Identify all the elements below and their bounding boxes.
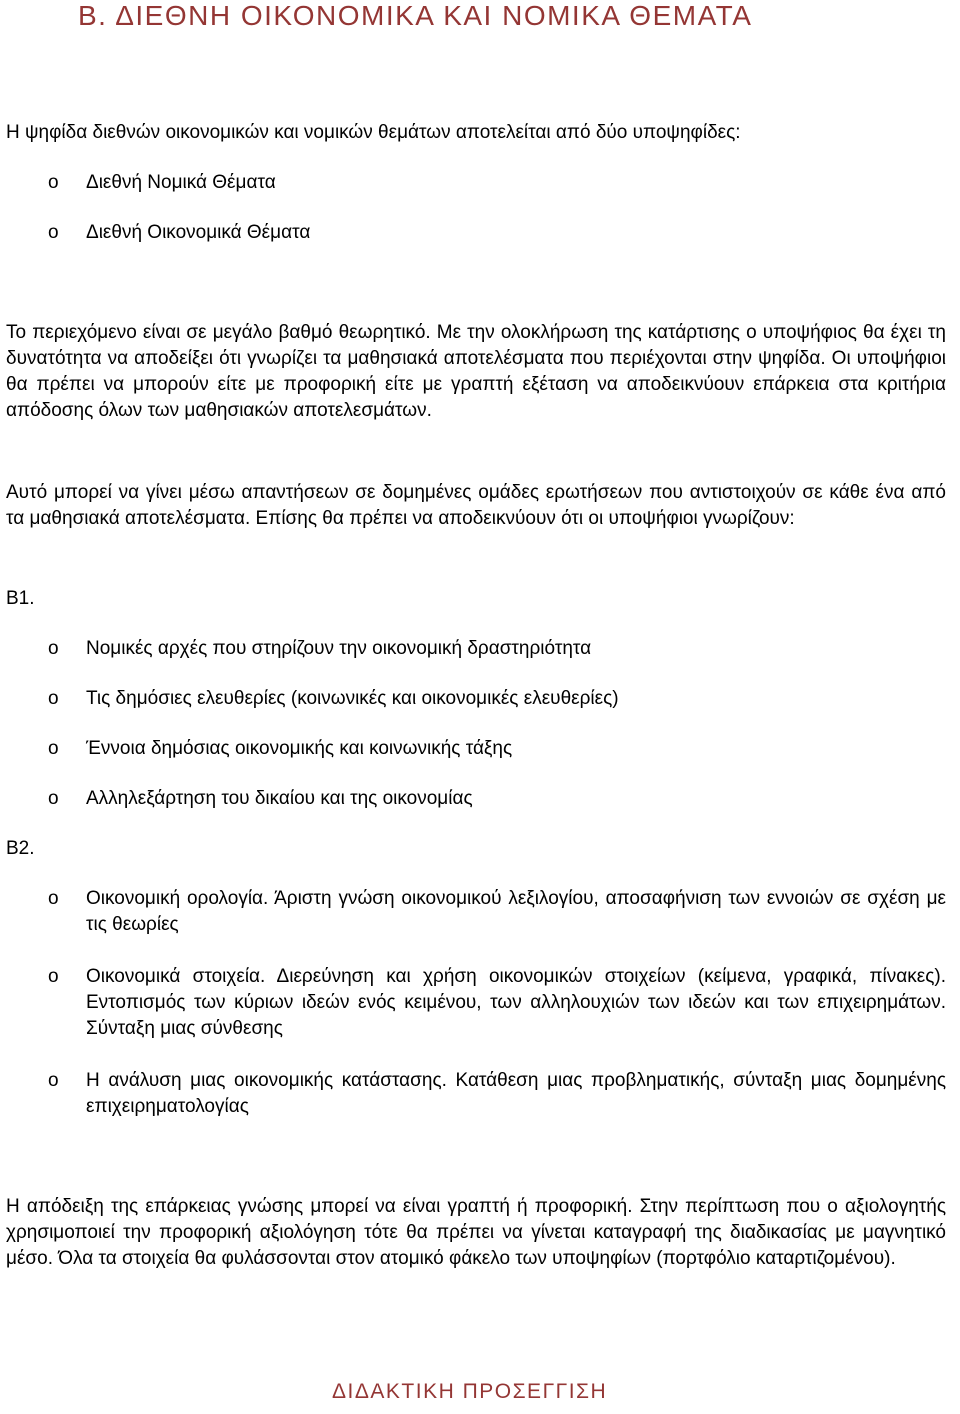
b1-label: Β1. — [6, 588, 35, 609]
b1-item: Αλληλεξάρτηση του δικαίου και της οικονομίας — [86, 788, 473, 809]
bullet-marker: o — [48, 966, 59, 987]
section-title: Β. ΔΙΕΘΝΗ ΟΙΚΟΝΟΜΙΚΑ ΚΑΙ ΝΟΜΙΚΑ ΘΕΜΑΤΑ — [78, 0, 753, 31]
bullet-marker: o — [48, 1070, 59, 1091]
sub-module-item: Διεθνή Οικονομικά Θέματα — [86, 222, 311, 243]
b2-item: Οικονομική ορολογία. Άριστη γνώση οικονομικού λεξιλογίου, αποσαφήνιση των εννοιών σε σχέση με τις θεωρίες — [86, 888, 946, 935]
b1-item: Νομικές αρχές που στηρίζουν την οικονομική δραστηριότητα — [86, 638, 592, 659]
b2-item: Η ανάλυση μιας οικονομικής κατάστασης. Κατάθεση μιας προβληματικής, σύνταξη μιας δομημένης επιχειρηματολογίας — [86, 1070, 946, 1117]
bullet-marker: o — [48, 638, 59, 659]
bullet-marker: o — [48, 222, 59, 243]
method-paragraph: Αυτό μπορεί να γίνει μέσω απαντήσεων σε δομημένες ομάδες ερωτήσεων που αντιστοιχούν σε κάθε ένα από τα μαθησιακά αποτελέσματα. Επίσης θα πρέπει να αποδεικνύουν ότι οι υποψήφιοι γνωρίζουν: — [6, 482, 946, 529]
bullet-marker: o — [48, 788, 59, 809]
bullet-marker: o — [48, 738, 59, 759]
intro-paragraph: Η ψηφίδα διεθνών οικονομικών και νομικών θεμάτων αποτελείται από δύο υποψηφίδες: — [6, 122, 741, 143]
b2-label: Β2. — [6, 838, 35, 859]
content-paragraph: Το περιεχόμενο είναι σε μεγάλο βαθμό θεωρητικό. Με την ολοκλήρωση της κατάρτισης ο υποψήφιος θα έχει τη δυνατότητα να αποδείξει ότι γνωρίζει τα μαθησιακά αποτελέσματα που περιέχονται στην ψηφίδα. Οι υποψήφιοι θα πρέπει να μπορούν είτε με προφορική είτε με γραπτή εξέταση να αποδεικνύουν επάρκεια στα κριτήρια απόδοσης όλων των μαθησιακών αποτελεσμάτων. — [6, 322, 946, 421]
bullet-marker: o — [48, 888, 59, 909]
bullet-marker: o — [48, 688, 59, 709]
sub-module-item: Διεθνή Νομικά Θέματα — [86, 172, 276, 193]
closing-paragraph: Η απόδειξη της επάρκειας γνώσης μπορεί να είναι γραπτή ή προφορική. Στην περίπτωση που ο αξιολογητής χρησιμοποιεί την προφορική αξιολόγηση τότε θα πρέπει να γίνεται καταγραφή της διαδικασίας με μαγνητικό μέσο. Όλα τα στοιχεία θα φυλάσσονται στον ατομικό φάκελο των υποψηφίων (πορτφόλιο καταρτιζομένου). — [6, 1196, 946, 1269]
footer-heading: ΔΙΔΑΚΤΙΚΗ ΠΡΟΣΕΓΓΙΣΗ — [332, 1380, 608, 1403]
b1-item: Έννοια δημόσιας οικονομικής και κοινωνικής τάξης — [86, 738, 513, 759]
b1-item: Τις δημόσιες ελευθερίες (κοινωνικές και οικονομικές ελευθερίες) — [86, 688, 619, 709]
b2-item: Οικονομικά στοιχεία. Διερεύνηση και χρήση οικονομικών στοιχείων (κείμενα, γραφικά, πίνακες). Εντοπισμός των κύριων ιδεών ενός κειμένου, των αλληλουχιών των ιδεών και των επιχειρημάτων. Σύνταξη μιας σύνθεσης — [86, 966, 946, 1039]
bullet-marker: o — [48, 172, 59, 193]
